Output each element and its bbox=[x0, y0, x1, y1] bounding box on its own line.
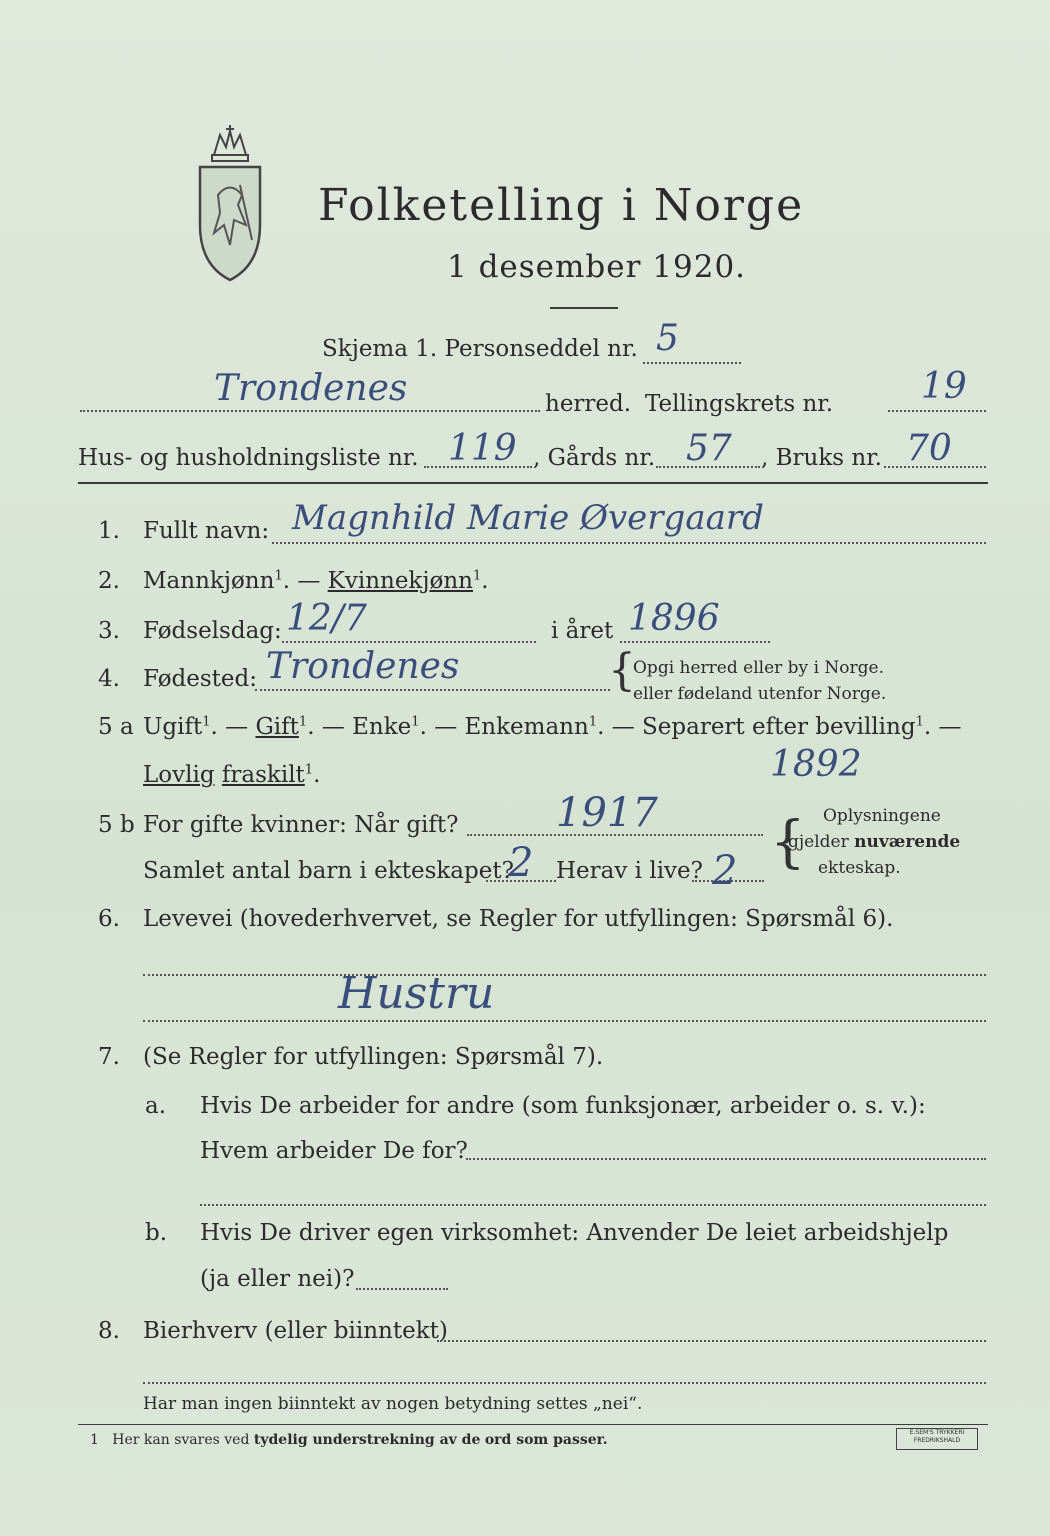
q5a-lovlig: Lovlig bbox=[143, 762, 215, 788]
q5a-number: 5 a bbox=[98, 714, 134, 740]
q6-occupation-handwritten: Hustru bbox=[338, 968, 495, 1019]
q5b-year-handwritten: 1917 bbox=[556, 790, 658, 836]
q5a-status bbox=[143, 714, 961, 740]
q3-dotline bbox=[282, 641, 536, 643]
q5a-enke: . — Enke bbox=[307, 714, 412, 740]
q5a-sup-3: 1 bbox=[411, 714, 420, 730]
q5a-line2-end: . bbox=[313, 762, 321, 788]
q6-number: 6. bbox=[98, 906, 120, 932]
herred-label: herred. bbox=[545, 391, 632, 417]
q5a-separert: . — Separert efter bevilling bbox=[597, 714, 916, 740]
q8-label: Bierhverv (eller biinntekt) bbox=[143, 1318, 448, 1344]
q4-place-handwritten: Trondenes bbox=[266, 646, 460, 687]
title-divider bbox=[550, 307, 618, 309]
q6-label: Levevei (hovederhvervet, se Regler for utfyllingen: Spørsmål 6). bbox=[143, 906, 894, 932]
schema-dotline bbox=[643, 362, 741, 364]
form-title: Folketelling i Norge bbox=[318, 180, 805, 231]
q4-number: 4. bbox=[98, 666, 120, 692]
q5a-sup-1: 1 bbox=[202, 714, 211, 730]
q2-number: 2. bbox=[98, 568, 120, 594]
q2-gender bbox=[143, 568, 489, 594]
q5b-label: For gifte kvinner: Når gift? bbox=[143, 812, 459, 838]
q5a-sup-2: 1 bbox=[298, 714, 308, 730]
q5a-handwritten-year: 1892 bbox=[770, 744, 862, 785]
q4-dotline bbox=[255, 689, 610, 691]
q7a-dotline-2 bbox=[200, 1204, 986, 1206]
q7b-letter: b. bbox=[145, 1220, 168, 1246]
q3-year-handwritten: 1896 bbox=[628, 598, 720, 639]
husliste-handwritten: 119 bbox=[448, 428, 517, 469]
q5a-fraskilt: fraskilt bbox=[221, 762, 305, 788]
q5a-sup-6: 1 bbox=[304, 762, 314, 778]
q7a-dotline-1 bbox=[466, 1158, 986, 1160]
q5b-live-handwritten: 2 bbox=[712, 848, 738, 894]
bruks-handwritten: 70 bbox=[906, 428, 952, 469]
q7a-line2: Hvem arbeider De for? bbox=[200, 1138, 468, 1164]
q5a-enkemann: . — Enkemann bbox=[419, 714, 589, 740]
q7b-line1: Hvis De driver egen virksomhet: Anvender De leiet arbeidshjelp bbox=[200, 1220, 949, 1246]
q5b-barn-label: Samlet antal barn i ekteskapet? bbox=[143, 858, 514, 884]
coat-of-arms-icon bbox=[190, 125, 270, 285]
gards-handwritten: 57 bbox=[686, 428, 732, 469]
schema-number-handwritten: 5 bbox=[656, 318, 679, 359]
q3-year-dotline bbox=[620, 641, 770, 643]
form-subtitle: 1 desember 1920. bbox=[447, 249, 747, 285]
no-income-note: Har man ingen biinntekt av nogen betydning settes „nei“. bbox=[143, 1394, 643, 1414]
header-divider bbox=[78, 482, 988, 484]
q1-label: Fullt navn: bbox=[143, 518, 270, 544]
q7b-dotline bbox=[356, 1288, 448, 1290]
q5a-gift: Gift bbox=[255, 714, 299, 740]
herred-handwritten: Trondenes bbox=[214, 368, 408, 409]
q3-number: 3. bbox=[98, 618, 120, 644]
q5b-note-line2 bbox=[788, 832, 960, 852]
q1-dotline bbox=[272, 542, 986, 544]
footnote-text-b: tydelig understrekning av de bbox=[253, 1432, 481, 1448]
q2-mannkjonn: Mannkjønn bbox=[143, 568, 275, 594]
q4-brace: { bbox=[608, 645, 636, 696]
footnote bbox=[90, 1432, 608, 1448]
printer-stamp-line2: FREDRIKSHALD bbox=[913, 1437, 961, 1444]
q7a-letter: a. bbox=[145, 1093, 167, 1119]
q5b-brace: { bbox=[770, 810, 806, 875]
tellingskrets-handwritten: 19 bbox=[921, 366, 967, 407]
q5a-sep-1: . — bbox=[210, 714, 256, 740]
q3-label: Fødselsdag: bbox=[143, 618, 282, 644]
q5b-note-line1: Oplysningene bbox=[823, 806, 941, 826]
q5a-sup-5: 1 bbox=[915, 714, 924, 730]
q2-sup-a: 1 bbox=[274, 568, 283, 584]
q1-number: 1. bbox=[98, 518, 120, 544]
q5b-note-nuvarende: nuværende bbox=[854, 832, 961, 852]
q4-note-line1: Opgi herred eller by i Norge. bbox=[633, 658, 884, 678]
q4-note-line2: eller fødeland utenfor Norge. bbox=[633, 684, 887, 704]
printer-stamp-line1: E.SEM'S TRYKKERI bbox=[909, 1429, 965, 1436]
q5b-note-gjelder: gjelder bbox=[788, 832, 849, 852]
q2-kvinnekjonn: Kvinnekjønn bbox=[327, 568, 473, 594]
q5a-line2 bbox=[143, 762, 320, 788]
q3-year-label: i året bbox=[551, 618, 614, 644]
q5a-end: . — bbox=[923, 714, 962, 740]
q5b-barn-handwritten: 2 bbox=[508, 840, 534, 886]
q7a-line1: Hvis De arbeider for andre (som funksjonær, arbeider o. s. v.): bbox=[200, 1093, 926, 1119]
herred-dotline bbox=[80, 410, 540, 412]
q7b-line2: (ja eller nei)? bbox=[200, 1266, 355, 1292]
footnote-text-a: Her kan svares ved bbox=[112, 1432, 250, 1448]
footnote-text-c: ord som passer. bbox=[484, 1432, 608, 1448]
q5a-sup-4: 1 bbox=[588, 714, 598, 730]
q1-name-handwritten: Magnhild Marie Øvergaard bbox=[292, 498, 764, 538]
q5a-ugift: Ugift bbox=[143, 714, 203, 740]
bruks-label: , Bruks nr. bbox=[761, 445, 882, 471]
husliste-label: Hus- og husholdningsliste nr. bbox=[78, 445, 419, 471]
q6-dotline-1 bbox=[143, 974, 986, 976]
q8-number: 8. bbox=[98, 1318, 120, 1344]
printer-stamp bbox=[896, 1428, 978, 1450]
q8-dotline-2 bbox=[143, 1382, 986, 1384]
q3-date-handwritten: 12/7 bbox=[286, 598, 367, 639]
q6-dotline-2 bbox=[143, 1020, 986, 1022]
footnote-number: 1 bbox=[90, 1432, 99, 1448]
gards-label: , Gårds nr. bbox=[533, 445, 656, 471]
q5b-note-line3: ekteskap. bbox=[818, 858, 901, 878]
q2-end: . bbox=[481, 568, 489, 594]
q7-number: 7. bbox=[98, 1044, 120, 1070]
q5b-live-label: Herav i live? bbox=[556, 858, 703, 884]
q5b-number: 5 b bbox=[98, 812, 135, 838]
q7-label: (Se Regler for utfyllingen: Spørsmål 7). bbox=[143, 1044, 604, 1070]
tellingskrets-label: Tellingskrets nr. bbox=[645, 391, 834, 417]
schema-label: Skjema 1. Personseddel nr. bbox=[322, 336, 638, 362]
tellingskrets-dotline bbox=[888, 410, 986, 412]
q2-sup-b: 1 bbox=[472, 568, 482, 584]
q2-sep: . — bbox=[282, 568, 328, 594]
q4-label: Fødested: bbox=[143, 666, 258, 692]
footnote-divider bbox=[78, 1424, 988, 1425]
q8-dotline-1 bbox=[437, 1340, 986, 1342]
